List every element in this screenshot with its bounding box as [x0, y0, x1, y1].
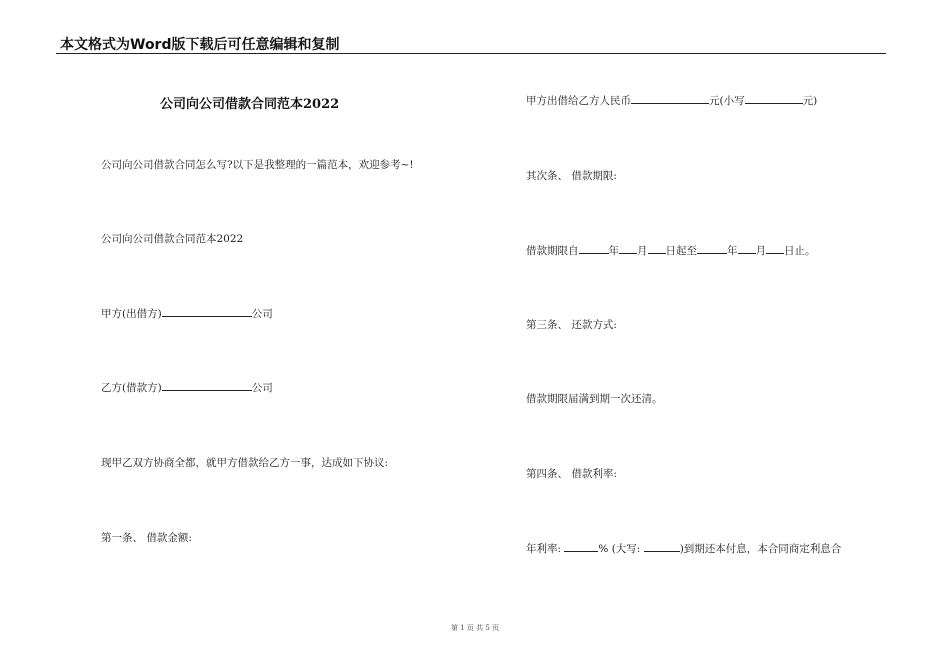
rate-suffix: )到期还本付息，本合同商定利息合	[679, 543, 842, 555]
term-end-month-blank	[738, 243, 756, 254]
party-a-label: 甲方(出借方)	[101, 308, 162, 320]
term-day-from: 日起至	[665, 245, 697, 257]
intro-paragraph: 公司向公司借款合同怎么写?以下是我整理的一篇范本，欢迎参考~!	[101, 159, 414, 171]
term-start-month-blank	[619, 243, 637, 254]
rate-prefix: 年利率:	[526, 543, 562, 555]
term-end-month-label: 月	[755, 245, 766, 257]
agreement-paragraph: 现甲乙双方协商全都，就甲方借款给乙方一事，达成如下协议:	[101, 457, 389, 469]
article-4-heading: 第四条、 借款利率:	[526, 468, 617, 480]
rate-percent-label: % (大写:	[598, 543, 641, 555]
term-start-day-blank	[648, 243, 666, 254]
amount-line	[526, 93, 817, 108]
term-prefix: 借款期限自	[526, 245, 579, 257]
term-end-year-blank	[697, 243, 727, 254]
rate-percent-blank	[564, 541, 598, 552]
amount-lower-blank	[745, 93, 803, 104]
article-3-heading: 第三条、 还款方式:	[526, 319, 617, 331]
amount-mid: 元(小写	[709, 95, 745, 107]
party-b-line	[101, 380, 273, 395]
document-header: 本文格式为Word版下载后可任意编辑和复制	[60, 37, 340, 53]
rate-upper-blank	[644, 541, 680, 552]
term-start-month-label: 月	[637, 245, 648, 257]
party-a-blank	[162, 306, 252, 317]
party-a-suffix: 公司	[251, 308, 273, 320]
rate-line	[526, 541, 841, 556]
amount-blank	[631, 93, 709, 104]
amount-prefix: 甲方出借给乙方人民币	[526, 95, 631, 107]
document-title: 公司向公司借款合同范本2022	[160, 97, 340, 112]
term-start-year-blank	[579, 243, 609, 254]
party-b-blank	[162, 380, 252, 391]
header-divider	[56, 53, 886, 54]
party-b-label: 乙方(借款方)	[101, 382, 162, 394]
term-day-end: 日止。	[784, 245, 816, 257]
article-2-heading: 其次条、 借款期限:	[526, 170, 617, 182]
term-line	[526, 243, 816, 258]
term-start-year-label: 年	[608, 245, 619, 257]
repay-paragraph: 借款期限届满到期一次还清。	[526, 393, 663, 405]
party-a-line	[101, 306, 273, 321]
article-1-heading: 第一条、 借款金额:	[101, 532, 192, 544]
amount-suffix: 元)	[802, 95, 818, 107]
subtitle-paragraph: 公司向公司借款合同范本2022	[101, 233, 244, 245]
term-end-year-label: 年	[727, 245, 738, 257]
page-number-footer: 第 1 页 共 5 页	[450, 624, 500, 632]
term-end-day-blank	[766, 243, 784, 254]
party-b-suffix: 公司	[251, 382, 273, 394]
